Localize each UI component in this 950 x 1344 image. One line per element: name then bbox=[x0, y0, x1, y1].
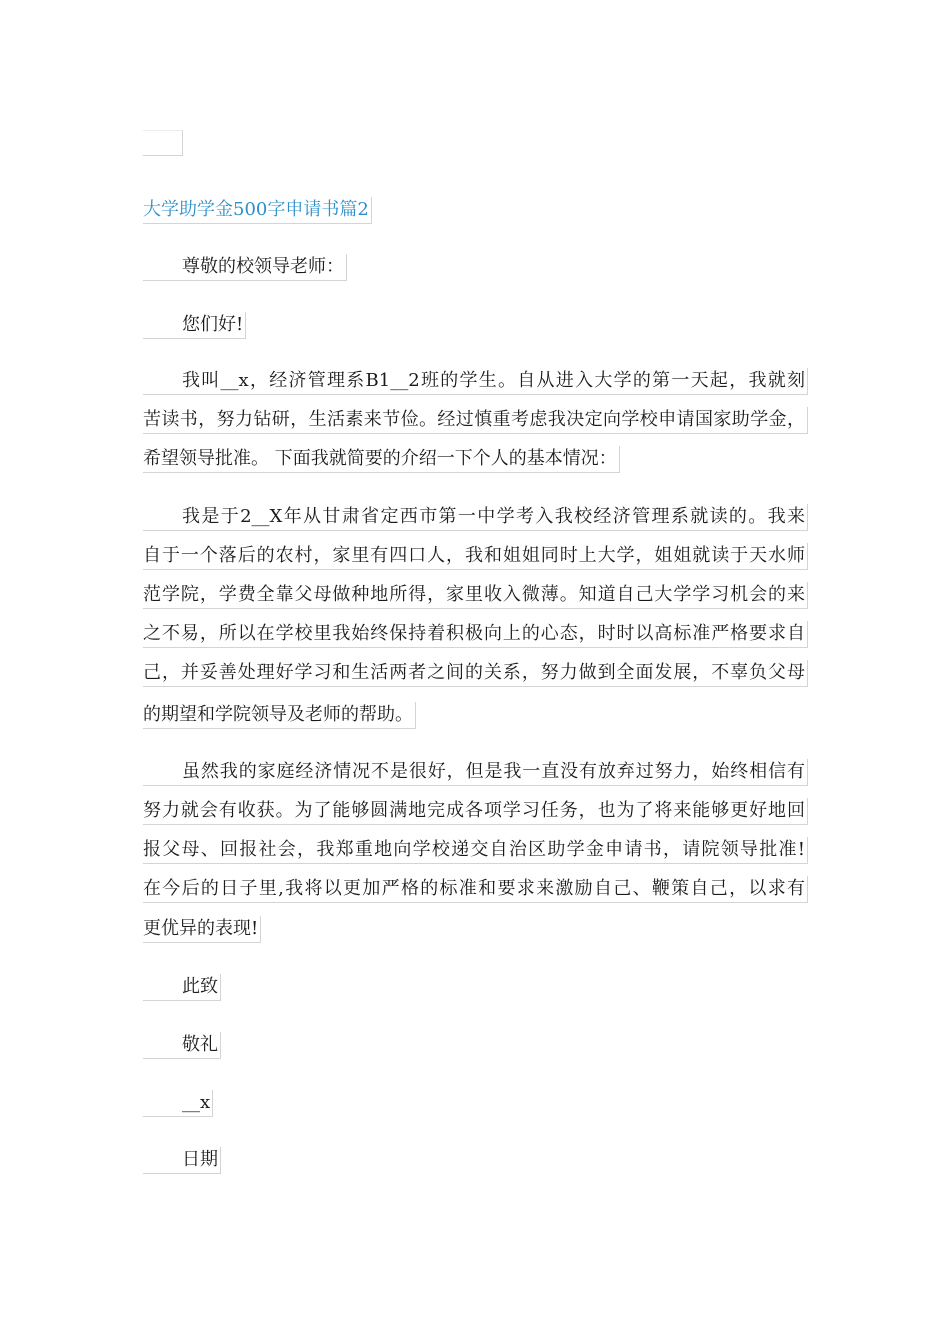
paragraph-3-line-4: 在今后的日子里,我将以更加严格的标准和要求来激励自己、鞭策自己，以求有 bbox=[143, 876, 808, 903]
paragraph-3-line-1: 虽然我的家庭经济情况不是很好，但是我一直没有放弃过努力，始终相信有 bbox=[143, 759, 808, 786]
signature: __x bbox=[143, 1090, 213, 1117]
date: 日期 bbox=[143, 1147, 221, 1174]
paragraph-2-line-2: 自于一个落后的农村，家里有四口人，我和姐姐同时上大学，姐姐就读于天水师 bbox=[143, 543, 808, 570]
paragraph-1-line-1: 我叫__x，经济管理系B1__2班的学生。自从进入大学的第一天起，我就刻 bbox=[143, 368, 808, 395]
regards: 敬礼 bbox=[143, 1032, 221, 1059]
greeting: 您们好! bbox=[143, 312, 246, 339]
salutation: 尊敬的校领导老师： bbox=[143, 254, 347, 281]
document-title: 大学助学金500字申请书篇2 bbox=[143, 197, 372, 224]
paragraph-1-line-2: 苦读书，努力钻研，生活素来节俭。经过慎重考虑我决定向学校申请国家助学金， bbox=[143, 407, 808, 434]
closing: 此致 bbox=[143, 974, 221, 1001]
paragraph-2-line-6: 的期望和学院领导及老师的帮助。 bbox=[143, 702, 416, 729]
paragraph-3-line-2: 努力就会有收获。为了能够圆满地完成各项学习任务，也为了将来能够更好地回 bbox=[143, 798, 808, 825]
paragraph-2-line-4: 之不易，所以在学校里我始终保持着积极向上的心态，时时以高标准严格要求自 bbox=[143, 621, 808, 648]
empty-header-cell bbox=[143, 130, 183, 156]
paragraph-1-line-3: 希望领导批准。 下面我就简要的介绍一下个人的基本情况： bbox=[143, 446, 620, 473]
paragraph-2-line-3: 范学院，学费全靠父母做种地所得，家里收入微薄。知道自己大学学习机会的来 bbox=[143, 582, 808, 609]
paragraph-2-line-5: 己，并妥善处理好学习和生活两者之间的关系，努力做到全面发展，不辜负父母 bbox=[143, 660, 808, 687]
paragraph-3-line-3: 报父母、回报社会，我郑重地向学校递交自治区助学金申请书，请院领导批准! bbox=[143, 837, 808, 864]
paragraph-3-line-5: 更优异的表现! bbox=[143, 916, 261, 943]
paragraph-2-line-1: 我是于2__X年从甘肃省定西市第一中学考入我校经济管理系就读的。我来 bbox=[143, 504, 808, 531]
